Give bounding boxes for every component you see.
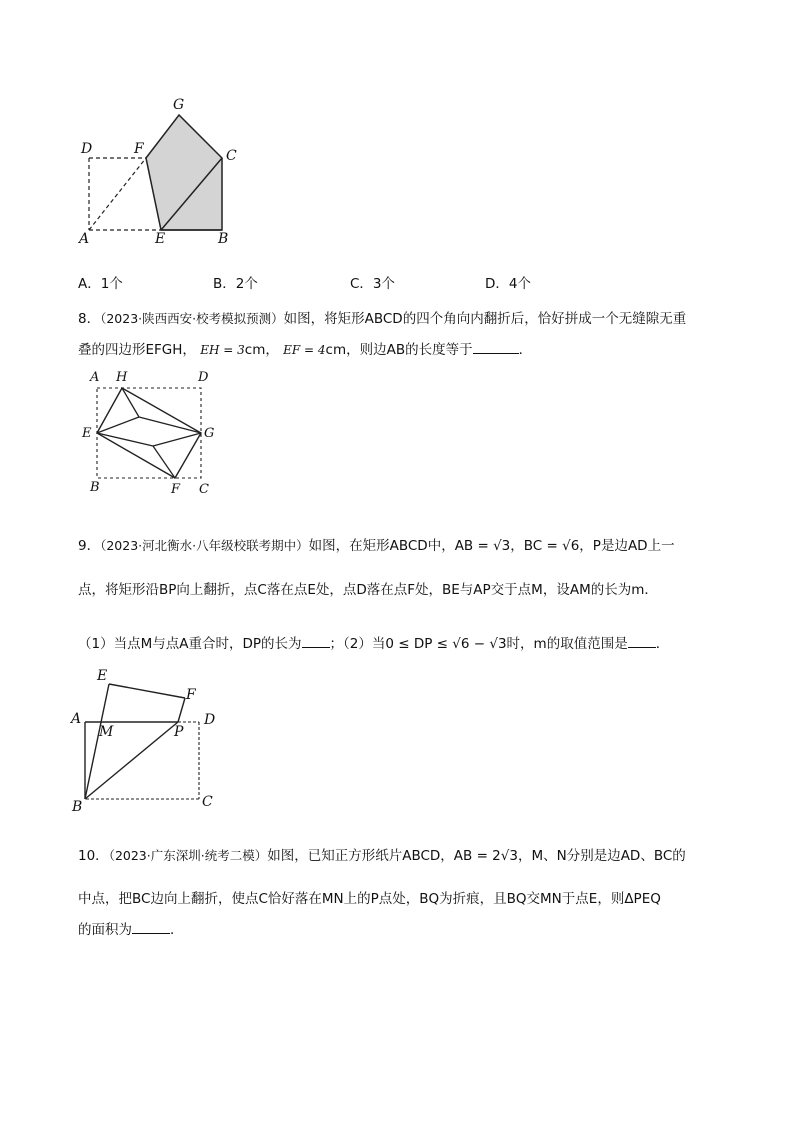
q10-line1-text: 如图，已知正方形纸片ABCD，AB = 2√3，M、N分别是边AD、BC的 (267, 848, 686, 864)
label-B: B (218, 231, 229, 247)
label-B: B (72, 799, 83, 815)
q9-line3-b: ；（2）当0 ≤ DP ≤ √6 − √3时，m的取值范围是 (329, 636, 628, 652)
q8-eh-unit: cm， (244, 342, 279, 358)
q8-line1-text: 如图，将矩形ABCD的四个角向内翻折后，恰好拼成一个无缝隙无重 (283, 311, 687, 327)
fold-F1 (153, 446, 175, 478)
label-B: B (90, 480, 100, 495)
label-F: F (171, 482, 181, 497)
label-C: C (226, 148, 237, 164)
q10-answer-blank[interactable] (132, 921, 170, 934)
label-D: D (198, 370, 209, 385)
figure-q7 (0, 0, 800, 260)
q8-line2-pre: 叠的四边形EFGH， (78, 342, 196, 358)
q10-number: 10． (78, 848, 109, 864)
label-M: M (99, 724, 114, 740)
q9-line1-text: 如图，在矩形ABCD中，AB = √3，BC = √6，P是边AD上一 (308, 538, 675, 554)
segment-EF (109, 684, 185, 698)
rect-ABCD (97, 388, 201, 478)
dashed-AF (89, 158, 146, 230)
label-E: E (97, 668, 108, 684)
fold-E2 (97, 433, 153, 446)
q9-line2 (78, 580, 658, 600)
label-A: A (79, 231, 90, 247)
label-C: C (202, 794, 213, 810)
q10-line2 (78, 889, 661, 909)
fold-G1 (139, 417, 201, 433)
figure-q9 (0, 665, 800, 815)
q9-line1 (78, 536, 675, 556)
label-F: F (186, 687, 196, 703)
label-D: D (204, 712, 216, 728)
option-c: C．3个 (350, 276, 396, 292)
q9-line3-a: （1）当点M与点A重合时，DP的长为 (78, 636, 302, 652)
label-E: E (82, 426, 92, 441)
q9-blank-2[interactable] (628, 635, 656, 648)
q8-line1 (78, 309, 686, 329)
label-P: P (174, 724, 184, 740)
q10-line3 (78, 920, 184, 940)
q8-ef: EF = 4 (283, 343, 326, 357)
fold-E1 (97, 417, 139, 433)
q9-line3-end: ． (655, 636, 670, 652)
q9-source: （2023·河北衡水·八年级校联考期中） (100, 538, 309, 553)
q10-line3-end: ． (170, 922, 184, 938)
option-d: D．4个 (485, 276, 531, 292)
label-D: D (81, 141, 93, 157)
q8-line2 (78, 340, 532, 360)
q9-blank-1[interactable] (302, 635, 330, 648)
fold-G2 (153, 433, 201, 446)
label-A: A (90, 370, 100, 385)
option-a: A．1个 (78, 276, 123, 292)
q10-line3-text: 的面积为 (78, 922, 132, 938)
label-A: A (71, 711, 82, 727)
figure-q7-drawing (0, 0, 800, 260)
q8-source: （2023·陕西西安·校考模拟预测） (100, 311, 284, 326)
segment-FP (178, 698, 185, 722)
q9-line3 (78, 634, 669, 654)
label-G: G (173, 97, 185, 113)
q8-answer-blank[interactable] (473, 341, 519, 354)
q10-line1 (78, 846, 686, 866)
q8-ef-unit: cm，则边AB的长度等于 (325, 342, 473, 358)
q8-end: ． (518, 342, 533, 358)
q9-number: 9． (78, 538, 101, 554)
figure-q9-drawing (0, 665, 800, 815)
figure-q8 (0, 360, 800, 510)
label-E: E (155, 231, 166, 247)
q8-eh: EH = 3 (200, 343, 245, 357)
q10-line2-text: 中点，把BC边向上翻折，使点C恰好落在MN上的P点处，BQ为折痕，且BQ交MN于点E，则ΔPEQ (78, 891, 661, 907)
label-F: F (134, 141, 144, 157)
label-C: C (199, 482, 209, 497)
q10-source: （2023·广东深圳·统考二模） (108, 848, 268, 863)
label-G: G (204, 426, 215, 441)
label-H: H (116, 370, 128, 385)
option-b: B．2个 (213, 276, 258, 292)
quad-EFGH (97, 388, 201, 478)
q8-number: 8． (78, 311, 101, 327)
q9-line2-text: 点，将矩形沿BP向上翻折，点C落在点E处，点D落在点F处，BE与AP交于点M，设AM的长为m． (78, 582, 658, 598)
